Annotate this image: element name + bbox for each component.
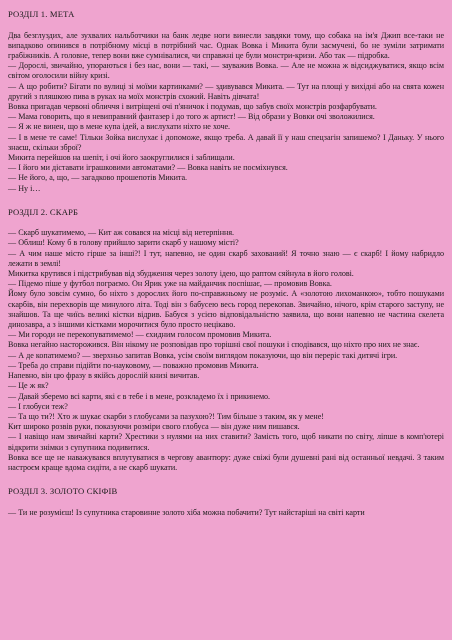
section-gap (8, 194, 444, 207)
section-gap (8, 473, 444, 486)
paragraph: — Треба до справи підійти по-науковому, — поважно промовив Микита. (8, 360, 259, 370)
paragraph: Йому було зовсім сумно, бо ніхто з дорослих його по-справжньому не розуміє. А «золотою лихоманкою», тобто пошуками скарбів, він перехворів ще минулого літа. Тоді він з бабусею весь город перекопав. Звичайно, нічого, крім старого заступу, не знайшов. Та ще чиїсь великі кістки відрив. Бабуся з усією відповідальністю заявила, що вони напевно не частина скелета динозавра, а з іншими кістками морочитися було просто нецікаво. (8, 289, 444, 330)
paragraph: — Скарб шукатимемо, — Кит аж совався на місці від нетерпіння. (8, 228, 235, 238)
section-title: РОЗДІЛ 3. ЗОЛОТО СКІФІВ (8, 486, 118, 497)
section-body (8, 508, 444, 518)
paragraph: Кит широко розвів руки, показуючи розміри свого глобуса — він дуже ним пишався. (8, 422, 300, 432)
paragraph: Вовка пригадав червоні обличчя і витріщені очі п'яничок і подумав, що забув своїх монстрів розфарбувати. (8, 101, 377, 111)
section-body (8, 31, 444, 194)
paragraph: — Підемо піше у футбол пограємо. Он Ярик уже на майданчик поспішає, — промовив Вовка. (8, 279, 332, 289)
paragraph: — І в мене те саме! Тільки Зойка вислухає і допоможе, якщо треба. А давай її у наш спецзагін запишемо? І Даньку. У нього знаєш, скільки зброї? (8, 132, 444, 152)
section-spacer (8, 217, 444, 228)
section-spacer (8, 497, 444, 508)
paragraph: — А чим наше місто гірше за інші?! І тут, напевно, не один скарб захований! Я точно знаю — є скарб! І йому набридло лежати в землі! (8, 248, 444, 268)
paragraph: Микитка крутився і підстрибував від збудження через золоту ідею, що раптом сяйнула в його голові. (8, 269, 354, 279)
section-spacer (8, 20, 444, 31)
paragraph: Два безглуздих, але зухвалих нальботчики на банк ледве ноги винесли завдяки тому, що собака на ім'я Джип все-таки не випадково опинився в потрібному місці в потрібний час. Однак Вовка і Микита були засмучені, бо не зуміли затримати грабіжників. А головне, тепер вони вже сумнівалися, чи справжні це були монстри-кризи. Або так — підробка. (8, 30, 444, 60)
paragraph: — Та що ти?! Хто ж шукає скарби з глобусами за пазухою?! Тим більше з таким, як у мене! (8, 411, 324, 421)
section-title: РОЗДІЛ 1. МЕТА (8, 9, 75, 19)
paragraph: — Я ж не винен, що в мене купа ідей, а вислухати ніхто не хоче. (8, 122, 231, 132)
paragraph: — І навіщо нам звичайні карти? Хрестики з нулями на них ставити? Замість того, щоб никати по світу, ліпше в комп'ютері відкрити знімки з супутника подивитися. (8, 432, 444, 452)
section-title: РОЗДІЛ 2. СКАРБ (8, 206, 79, 217)
paragraph: — Ми городи не перекопуватимемо! — єхидним голосом промовив Микита. (8, 330, 272, 340)
paragraph: — А що робити? Бігати по вулиці зі моїми картинками? — здивувався Микита. — Тут на площі у вихідні або на свята кожен другий з пляшкою пива в руках на моїх монстрів схожий. Навіть дівчата! (8, 81, 444, 101)
paragraph: — І глобуси теж? (8, 401, 68, 411)
paragraph: — Давай зберемо всі карти, які є в тебе і в мене, розкладемо їх і прикинемо. (8, 391, 271, 401)
paragraph: Вовка негайно насторожився. Він нікому не розповідав про торішні свої пошуки і сподівався, що ніхто про них не знає. (8, 340, 420, 350)
paragraph: Микита перейшов на шепіт, і очі його заокруглилися і заблищали. (8, 152, 235, 162)
paragraph: — Ну і… (8, 183, 41, 193)
section-1 (8, 9, 444, 194)
paragraph: — Це ж як? (8, 381, 49, 391)
paragraph: — Дорослі, звичайно, упораються і без нас, вони — такі, — зауважив Вовка. — Але не можна ж відсиджуватися, якщо всім світом оголосили війну кризі. (8, 61, 444, 81)
paragraph: — Ти не розумієш! Із супутника старовинне золото хіба можна побачити? Тут найстаріші на світі карти (8, 507, 365, 517)
paragraph: Напевно, він цю фразу в якійсь дорослій книзі вичитав. (8, 371, 200, 381)
paragraph: — Мама говорить, що я невиправний фантазер і до того ж артист! — Від образи у Вовки очі зволожилися. (8, 112, 375, 122)
paragraph: — Облиш! Кому б в голову прийшло зарити скарб у нашому місті? (8, 238, 239, 248)
paragraph: — Не його, а, що, — загадково прошепотів Микита. (8, 173, 188, 183)
paragraph: Вовка все ще не наважувався вплутуватися в чергову авантюру: дуже свіжі були душевні рані від останньої невдачі. З таким настроєм краще вдома сидіти, а не скарб шукати. (8, 452, 444, 472)
paragraph: — А де копатимемо? — зверхньо запитав Вовка, усім своїм виглядом показуючи, що він переріс такі дитячі ігри. (8, 350, 398, 360)
section-3 (8, 486, 444, 518)
section-body (8, 228, 444, 473)
section-2 (8, 207, 444, 473)
paragraph: — І його ми діставати іграшковими автоматами? — Вовка навіть не посміхнувся. (8, 163, 288, 173)
